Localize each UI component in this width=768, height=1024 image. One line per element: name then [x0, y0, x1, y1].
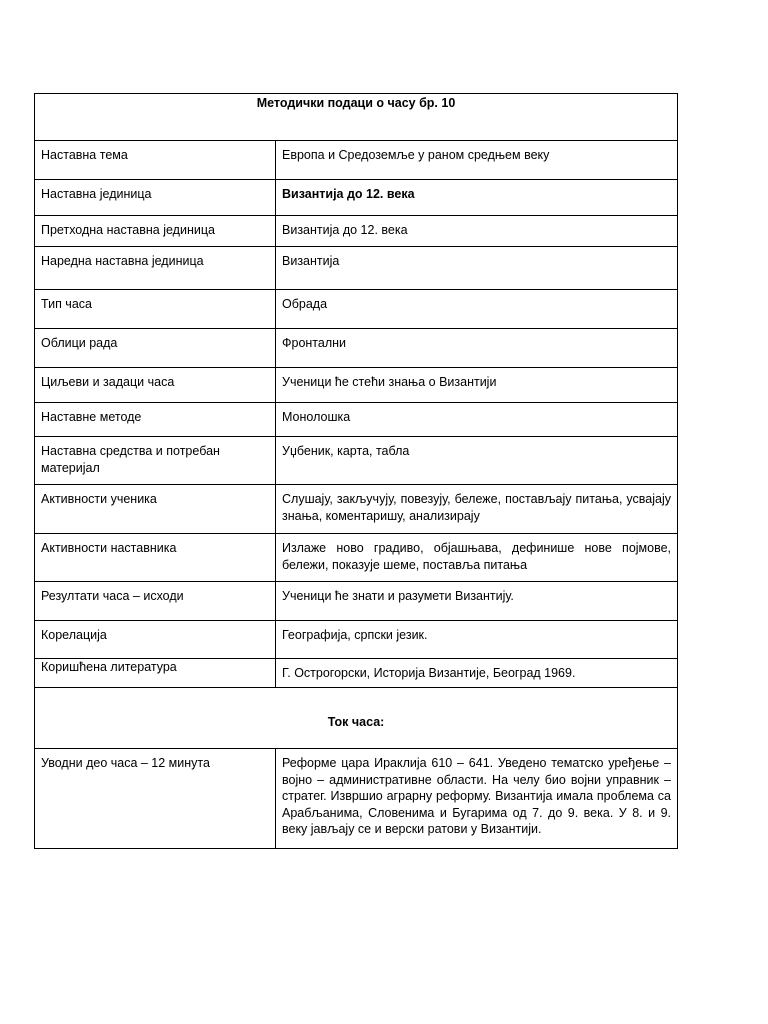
- row-value: Уџбеник, карта, табла: [276, 437, 678, 485]
- table-row: [35, 621, 678, 659]
- row-value: Византија до 12. века: [276, 180, 678, 216]
- flow-title: Ток часа:: [35, 688, 678, 749]
- row-value: Ученици ће знати и разумети Византију.: [276, 582, 678, 621]
- row-value: Г. Острогорски, Историја Византије, Београд 1969.: [276, 659, 678, 688]
- row-label: Циљеви и задаци часа: [35, 368, 276, 403]
- row-label: Активности ученика: [35, 485, 276, 534]
- table-row: [35, 437, 678, 485]
- table-title-row: [35, 94, 678, 141]
- row-label: Наставна средства и потребан материјал: [35, 437, 276, 485]
- row-value: Византија: [276, 247, 678, 290]
- row-label: Коришћена литература: [35, 659, 276, 688]
- row-value: Монолошка: [276, 403, 678, 437]
- row-label: Корелација: [35, 621, 276, 659]
- row-value: Обрада: [276, 290, 678, 329]
- row-value: Излаже ново градиво, објашњава, дефинише нове појмове, бележи, показује шеме, поставља питања: [276, 534, 678, 582]
- row-label: Активности наставника: [35, 534, 276, 582]
- row-value: Слушају, закључују, повезују, бележе, постављају питања, усвајају знања, коментаришу, анализирају: [276, 485, 678, 534]
- table-row: [35, 141, 678, 180]
- row-value: Географија, српски језик.: [276, 621, 678, 659]
- table-row: [35, 290, 678, 329]
- row-label: Уводни део часа – 12 минута: [35, 749, 276, 849]
- row-value: Ученици ће стећи знања о Византији: [276, 368, 678, 403]
- table-row: [35, 534, 678, 582]
- row-value: Реформе цара Ираклија 610 – 641. Уведено тематско уређење – војно – административне области. На челу био војни управник – стратег. Извршио аграрну реформу. Византија имала проблема са Арабљанима, Словенима и Бугарима од 7. до 9. века. У 8. и 9. веку јављају се и верски ратови у Византији.: [276, 749, 678, 849]
- table-row: [35, 403, 678, 437]
- table-row: [35, 659, 678, 688]
- table-row: [35, 368, 678, 403]
- row-label: Резултати часа – исходи: [35, 582, 276, 621]
- table-row: [35, 485, 678, 534]
- table-row: [35, 247, 678, 290]
- row-value: Византија до 12. века: [276, 216, 678, 247]
- table-row: [35, 216, 678, 247]
- row-value: Фронтални: [276, 329, 678, 368]
- row-label: Наставна јединица: [35, 180, 276, 216]
- row-label: Наредна наставна јединица: [35, 247, 276, 290]
- lesson-title: Методички подаци о часу бр. 10: [35, 94, 678, 141]
- row-label: Тип часа: [35, 290, 276, 329]
- row-label: Претходна наставна јединица: [35, 216, 276, 247]
- table-row: [35, 582, 678, 621]
- row-label: Наставна тема: [35, 141, 276, 180]
- lesson-plan-table: [34, 93, 678, 849]
- flow-title-row: [35, 688, 678, 749]
- row-label: Наставне методе: [35, 403, 276, 437]
- row-value: Европа и Средоземље у раном средњем веку: [276, 141, 678, 180]
- row-label: Облици рада: [35, 329, 276, 368]
- table-row: [35, 180, 678, 216]
- table-row: [35, 749, 678, 849]
- table-row: [35, 329, 678, 368]
